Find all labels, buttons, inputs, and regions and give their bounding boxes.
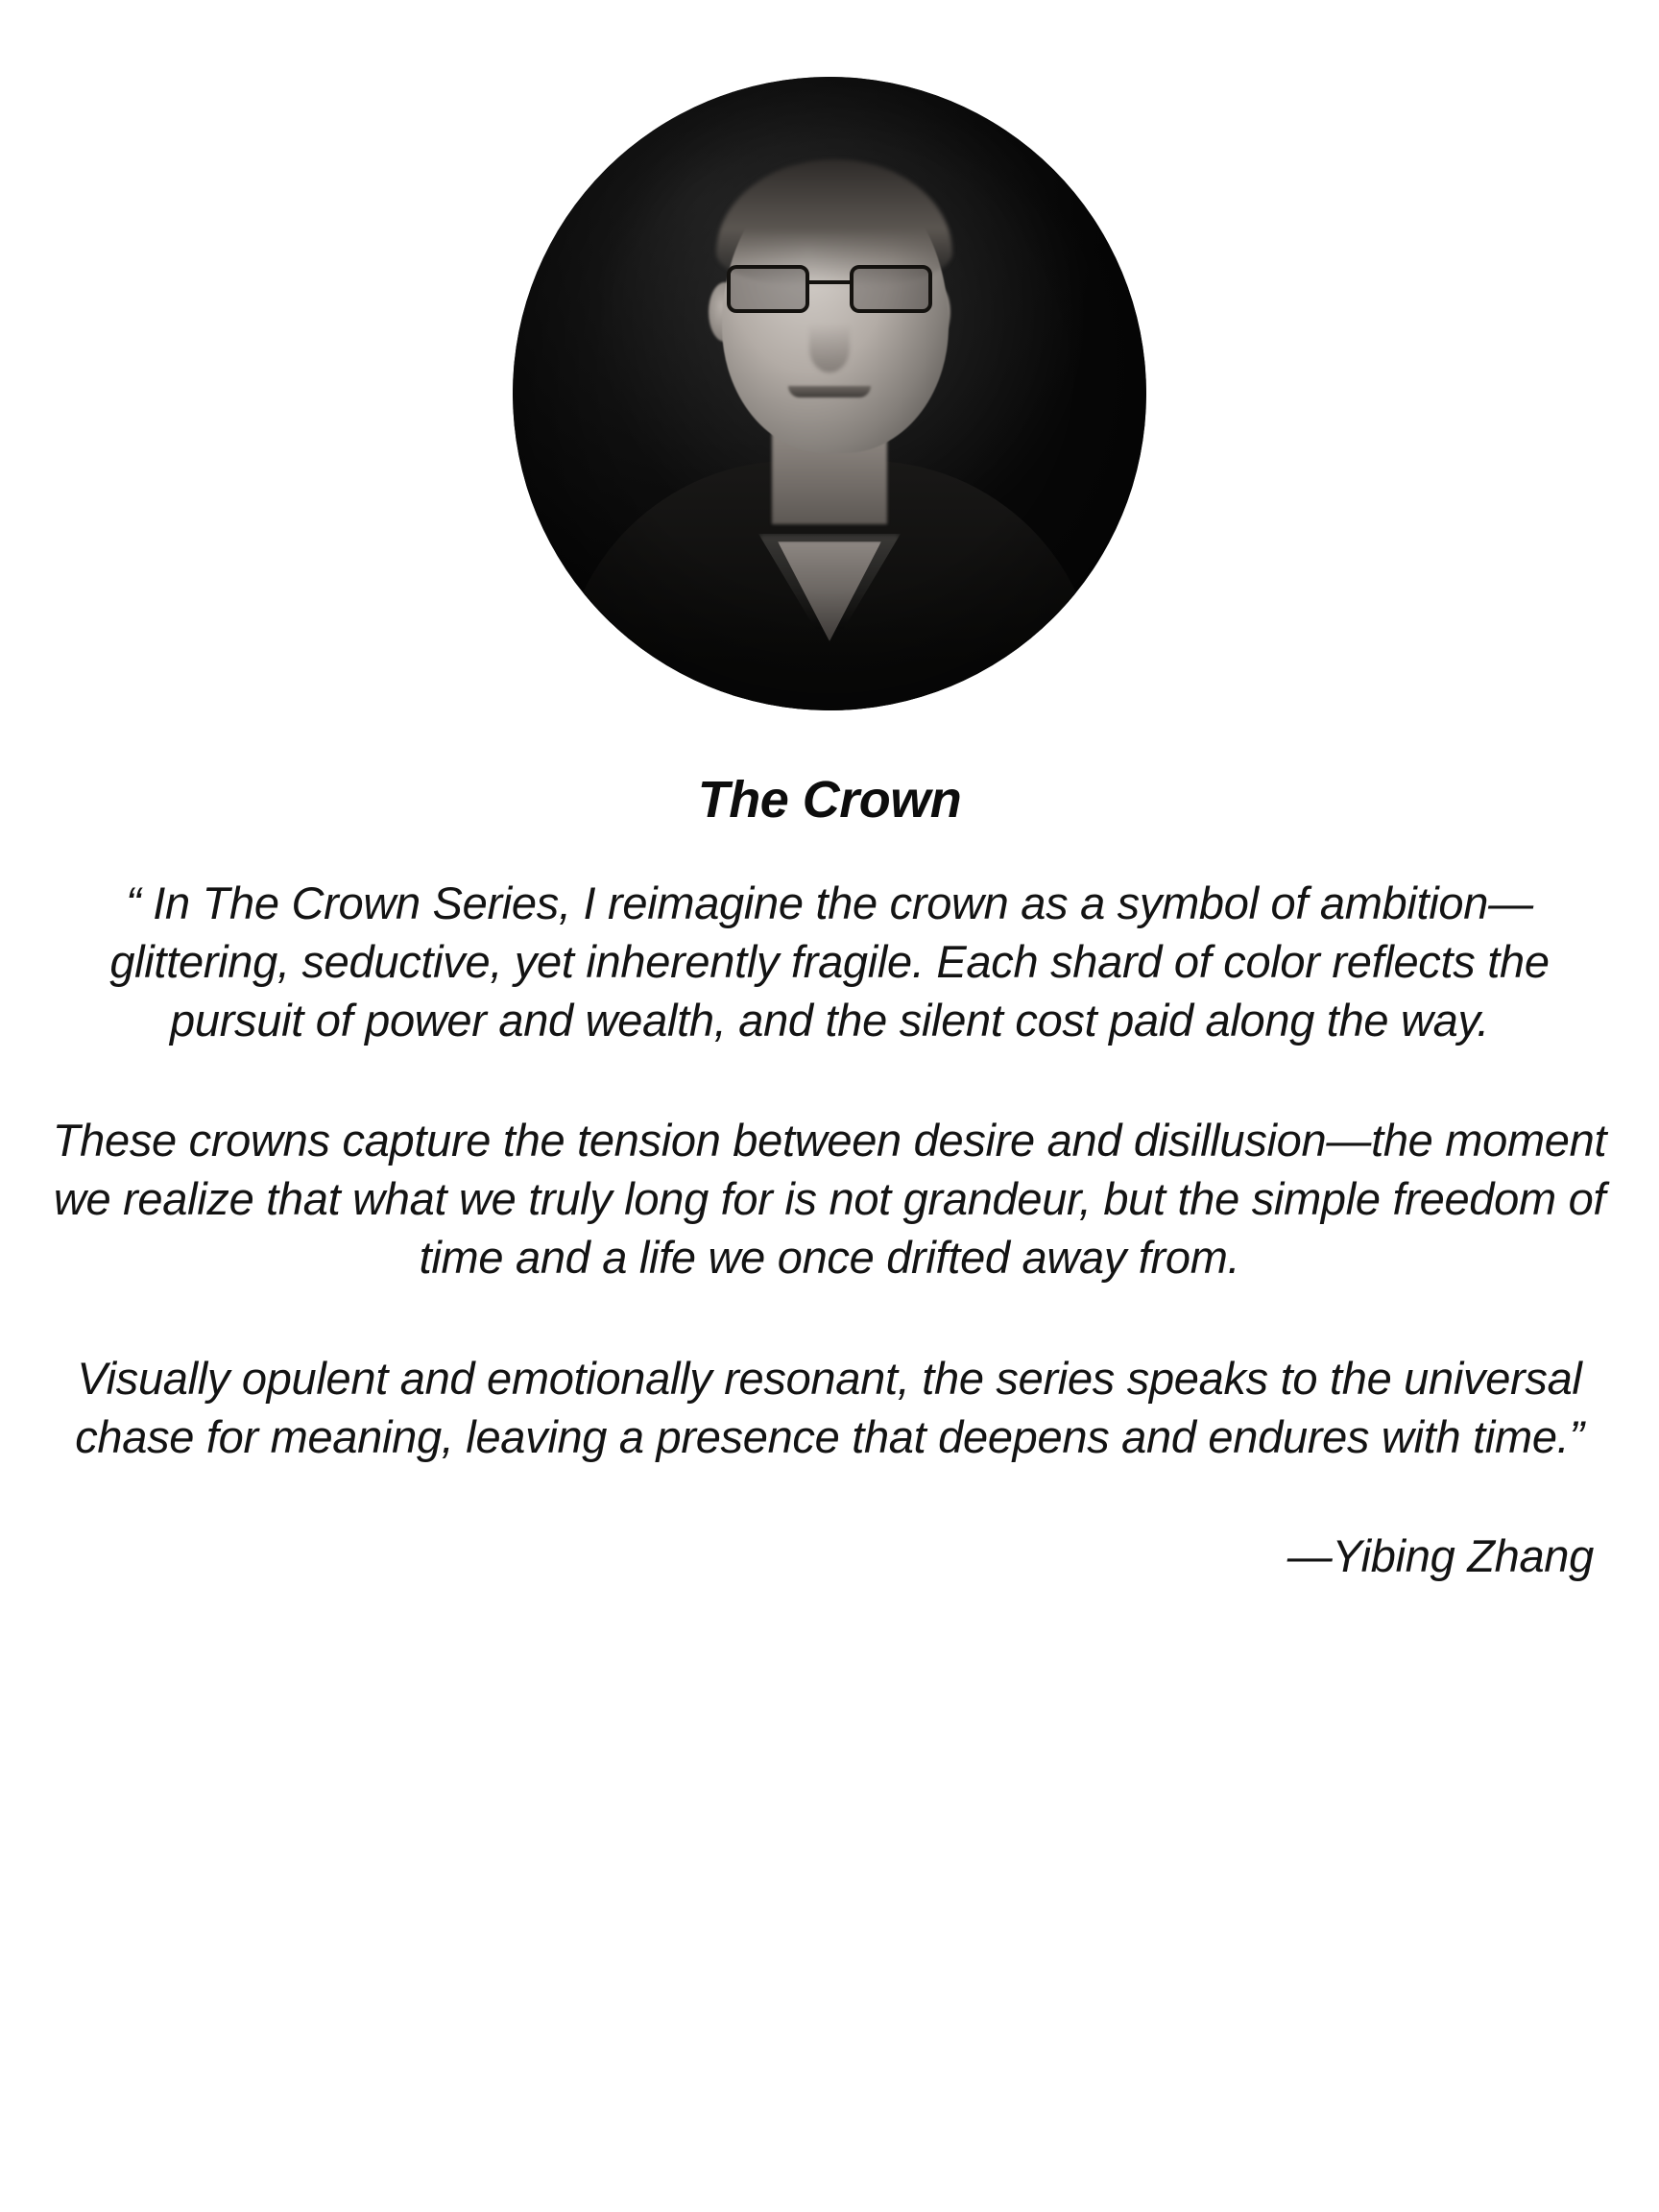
statement-paragraph-1: “ In The Crown Series, I reimagine the crown as a symbol of ambition—glittering, seductive, yet inherently fragile. Each shard of color reflects the pursuit of power and wealth, and the silent cost paid along the way. — [109, 878, 1550, 1046]
statement-paragraph-3: Visually opulent and emotionally resonant, the series speaks to the universal chase for meaning, leaving a presence that deepens and endures with time.” — [75, 1352, 1584, 1462]
portrait-image — [513, 77, 1146, 710]
statement-paragraph-2: These crowns capture the tension between desire and disillusion—the moment we realize that what we truly long for is not grandeur, but the simple freedom of time and a life we once drifted away from. — [52, 1115, 1607, 1284]
portrait-vignette — [513, 77, 1146, 710]
artist-statement-text — [52, 874, 1607, 1466]
artist-portrait — [513, 77, 1146, 710]
page-title: The Crown — [697, 771, 962, 829]
statement-attribution: —Yibing Zhang — [1286, 1529, 1594, 1581]
